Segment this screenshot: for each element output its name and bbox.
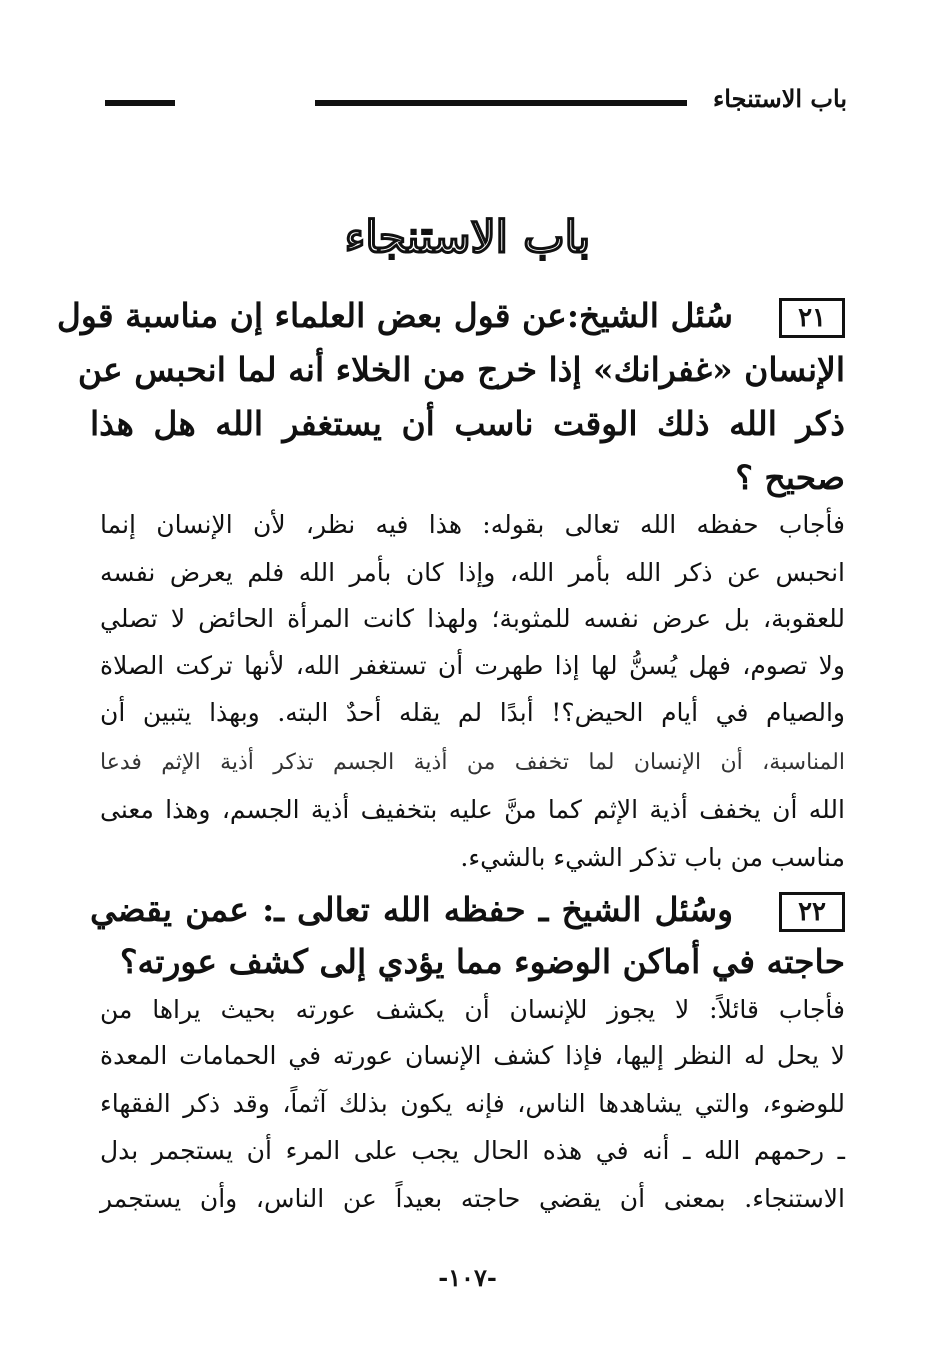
answer-22-line-5: الاستنجاء. بمعنى أن يقضي حاجته بعيداً عن الناس، وأن يستجمر	[100, 1184, 845, 1213]
answer-21-line-3: للعقوبة، بل عرض نفسه للمثوبة؛ ولهذا كانت المرأة الحائض لا تصلي	[100, 604, 845, 633]
answer-21-line-1: فأجاب حفظه الله تعالى بقوله: هذا فيه نظر، لأن الإنسان إنما	[100, 510, 845, 539]
question-text-line: وسُئل الشيخ ـ حفظه الله تعالى ـ: عمن يقضي	[90, 890, 734, 929]
answer-22-line-4: ـ رحمهم الله ـ أنه في هذه الحال يجب على المرء أن يستجمر بدل	[100, 1136, 845, 1165]
question-21-line-4: صحيح ؟	[735, 458, 845, 497]
question-21-line-1	[56, 296, 845, 338]
answer-22-line-2: لا يحل له النظر إليها، فإذا كشف الإنسان عورته في الحمامات المعدة	[100, 1041, 845, 1070]
answer-21-line-4: ولا تصوم، فهل يُسنُّ لها إذا طهرت أن تستغفر الله، لأنها تركت الصلاة	[100, 651, 845, 680]
answer-21-line-5: والصيام في أيام الحيض؟! أبدًا لم يقله أحدٌ البته. وبهذا يتبين أن	[100, 698, 845, 727]
page-number: -١٠٧-	[438, 1263, 497, 1292]
answer-22-line-3: للوضوء، والتي يشاهدها الناس، فإنه يكون بذلك آثماً، وقد ذكر الفقهاء	[100, 1089, 845, 1118]
chapter-title: باب الاستنجاء	[344, 212, 591, 263]
question-number-box: ٢١	[779, 298, 845, 338]
question-text-line: سُئل الشيخ:عن قول بعض العلماء إن مناسبة قول	[56, 296, 734, 335]
answer-21-line-6: المناسبة، أن الإنسان لما تخفف من أذية الجسم تذكر أذية الإثم فدعا	[100, 750, 845, 775]
header-rule-left	[105, 100, 175, 106]
answer-22-line-1: فأجاب قائلاً: لا يجوز للإنسان أن يكشف عورته بحيث يراها من	[100, 995, 845, 1024]
running-header	[105, 82, 847, 122]
question-21-line-2: الإنسان «غفرانك» إذا خرج من الخلاء أنه لما انحبس عن	[77, 350, 845, 389]
question-21-line-3: ذكر الله ذلك الوقت ناسب أن يستغفر الله هل هذا	[90, 404, 845, 443]
question-22-line-1	[90, 890, 845, 932]
question-22-line-2: حاجته في أماكن الوضوء مما يؤدي إلى كشف عورته؟	[120, 942, 845, 981]
running-header-title: باب الاستنجاء	[713, 84, 847, 113]
question-number-box: ٢٢	[779, 892, 845, 932]
answer-21-line-2: انحبس عن ذكر الله بأمر الله، وإذا كان بأمر الله فلم يعرض نفسه	[100, 558, 845, 587]
header-rule-right	[315, 100, 687, 106]
answer-21-line-8: مناسب من باب تذكر الشيء بالشيء.	[460, 843, 845, 872]
answer-21-line-7: الله أن يخفف أذية الإثم كما منَّ عليه بتخفيف أذية الجسم، وهذا معنى	[100, 795, 845, 824]
